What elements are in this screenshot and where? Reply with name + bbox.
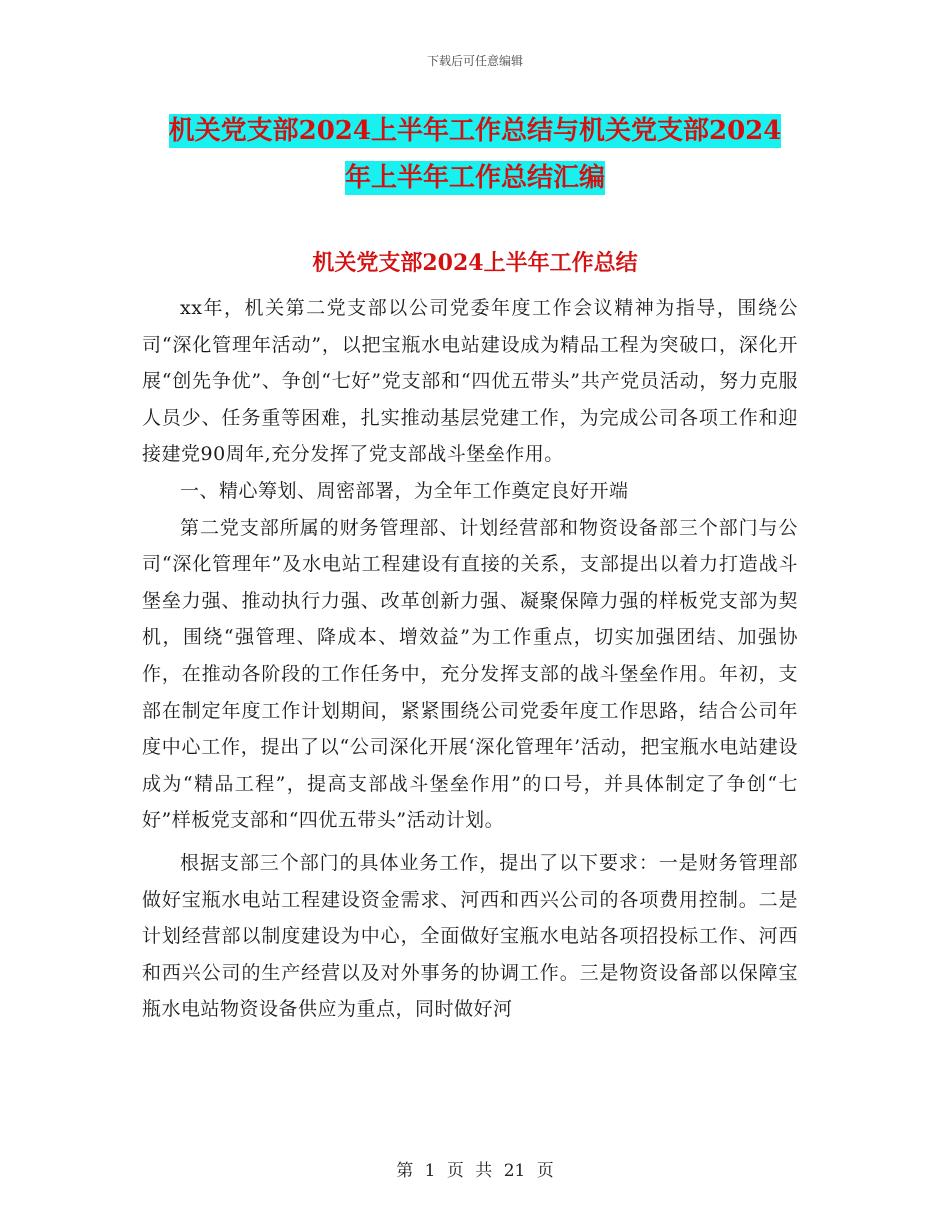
document-title-line-2: 年上半年工作总结汇编 [344, 163, 605, 193]
paragraph-2: 第二党支部所属的财务管理部、计划经营部和物资设备部三个部门与公司“深化管理年”及水电站工程建设有直接的关系，支部提出以着力打造战斗堡垒力强、推动执行力强、改革创新力强、凝聚保障力强的样板党支部为契机，围绕“强管理、降成本、增效益”为工作重点，切实加强团结、加强协作，在推动各阶段的工作任务中，充分发挥支部的战斗堡垒作用。年初，支部在制定年度工作计划期间，紧紧围绕公司党委年度工作思路，结合公司年度中心工作，提出了以“公司深化开展‘深化管理年’活动，把宝瓶水电站建设成为“精品工程”，提高支部战斗堡垒作用”的口号，并具体制定了争创“七好”样板党支部和“四优五带头”活动计划。 [142, 516, 798, 832]
document-body [142, 290, 798, 1028]
document-title-line-1: 机关党支部2024上半年工作总结与机关党支部2024 [168, 116, 782, 146]
paragraph-intro: xx年，机关第二党支部以公司党委年度工作会议精神为指导，围绕公司“深化管理年活动”，以把宝瓶水电站建设成为精品工程为突破口，深化开展“创先争优”、争创“七好”党支部和“四优五带头”共产党员活动，努力克服人员少、任务重等困难，扎实推动基层党建工作，为完成公司各项工作和迎接建党90周年,充分发挥了党支部战斗堡垒作用。 [142, 297, 798, 466]
document-title [150, 108, 800, 202]
section-heading-1: 一、精心筹划、周密部署，为全年工作奠定良好开端 [180, 479, 629, 502]
page-number: 第 1 页 共 21 页 [396, 1161, 554, 1181]
page-header-note: 下载后可任意编辑 [426, 54, 523, 68]
paragraph-3: 根据支部三个部门的具体业务工作，提出了以下要求：一是财务管理部做好宝瓶水电站工程建设资金需求、河西和西兴公司的各项费用控制。二是计划经营部以制度建设为中心，全面做好宝瓶水电站各项招投标工作、河西和西兴公司的生产经营以及对外事务的协调工作。三是物资设备部以保障宝瓶水电站物资设备供应为重点，同时做好河 [142, 851, 798, 1021]
section-title: 机关党支部2024上半年工作总结 [312, 250, 638, 276]
